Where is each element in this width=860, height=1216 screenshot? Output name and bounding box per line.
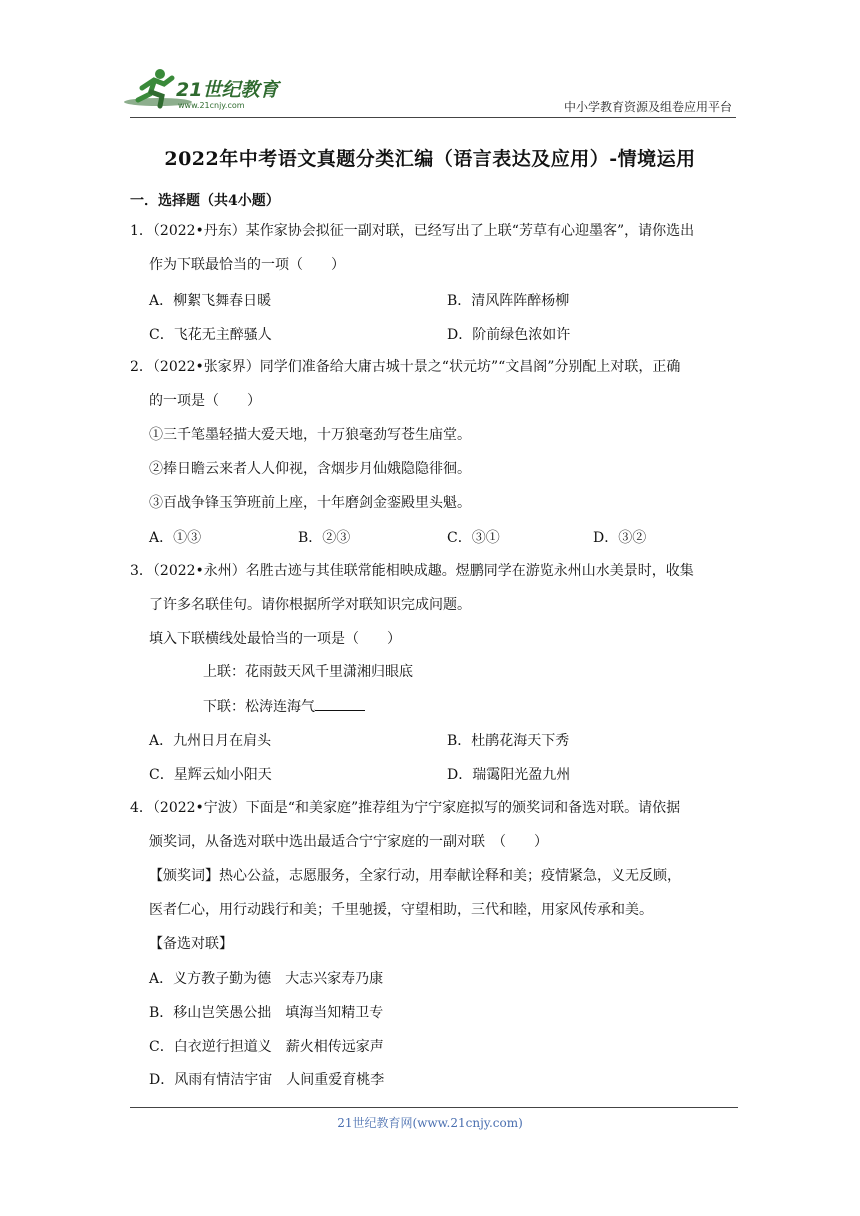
logo-text: 21世纪教育 xyxy=(176,79,279,101)
q1-line1: 1．（2022•丹东）某作家协会拟征一副对联，已经写出了上联“芳草有心迎墨客”，请你选出 xyxy=(130,223,695,239)
q2-item2: ②捧日瞻云来者人人仰视，含烟步月仙娥隐隐徘徊。 xyxy=(149,461,471,477)
q3-option-d[interactable]: D．瑞霭阳光盈九州 xyxy=(447,767,571,783)
q4-option-a[interactable]: A．义方教子勤为德 大志兴家寿乃康 xyxy=(149,971,384,987)
q1-option-d[interactable]: D．阶前绿色浓如许 xyxy=(447,327,571,343)
q4-line2: 颁奖词，从备选对联中选出最适合宁宁家庭的一副对联 （ ） xyxy=(149,834,548,850)
platform-tagline: 中小学教育资源及组卷应用平台 xyxy=(563,100,732,114)
q2-item1: ①三千笔墨轻描大爱天地，十万狼毫劲写苍生庙堂。 xyxy=(149,427,471,443)
footer-link[interactable]: 21世纪教育网(www.21cnjy.com) xyxy=(337,1116,523,1130)
q1-option-b[interactable]: B．清风阵阵醉杨柳 xyxy=(447,293,570,309)
q3-answer-blank xyxy=(315,696,365,711)
q3-line1: 3．（2022•永州）名胜古迹与其佳联常能相映成趣。煜鹏同学在游览永州山水美景时，收集 xyxy=(130,563,694,579)
site-logo xyxy=(120,66,290,114)
q2-option-b[interactable]: B．②③ xyxy=(298,530,351,546)
q2-option-d[interactable]: D．③② xyxy=(593,530,647,546)
q4-line1: 4．（2022•宁波）下面是“和美家庭”推荐组为宁宁家庭拟写的颁奖词和备选对联。请依据 xyxy=(130,800,681,816)
q2-line1: 2．（2022•张家界）同学们准备给大庸古城十景之“状元坊”“文昌阁”分别配上对联，正确 xyxy=(130,359,681,375)
header-divider xyxy=(130,117,736,118)
q1-option-c[interactable]: C．飞花无主醉骚人 xyxy=(149,327,272,343)
page-title: 2022年中考语文真题分类汇编（语言表达及应用）-情境运用 xyxy=(164,148,696,170)
q4-option-d[interactable]: D．风雨有情洁宇宙 人间重爱育桃李 xyxy=(149,1072,385,1088)
runner-logo-icon xyxy=(120,66,290,114)
footer-divider xyxy=(130,1107,738,1108)
q3-lower-text: 下联：松涛连海气 xyxy=(203,699,315,715)
q4-line3: 【颁奖词】热心公益，志愿服务，全家行动，用奉献诠释和美；疫情紧急，义无反顾， xyxy=(149,868,681,884)
q4-line5: 【备选对联】 xyxy=(149,936,233,952)
q1-option-a[interactable]: A．柳絮飞舞春日暖 xyxy=(149,293,272,309)
section-heading: 一．选择题（共4小题） xyxy=(130,193,280,209)
q2-option-c[interactable]: C．③① xyxy=(447,530,500,546)
q4-option-b[interactable]: B．移山岂笑愚公拙 填海当知精卫专 xyxy=(149,1005,384,1021)
q3-lower-couplet xyxy=(203,696,365,717)
q3-option-b[interactable]: B．杜鹃花海天下秀 xyxy=(447,733,570,749)
q2-option-a[interactable]: A．①③ xyxy=(149,530,202,546)
logo-url: www.21cnjy.com xyxy=(178,101,245,110)
q3-line3: 填入下联横线处最恰当的一项是（ ） xyxy=(149,631,401,647)
q3-upper-couplet: 上联：花雨鼓天风千里潇湘归眼底 xyxy=(203,664,413,680)
q1-line2: 作为下联最恰当的一项（ ） xyxy=(149,257,345,273)
q2-item3: ③百战争锋玉笋班前上座，十年磨剑金銮殿里头魁。 xyxy=(149,495,471,511)
q4-option-c[interactable]: C．白衣逆行担道义 薪火相传远家声 xyxy=(149,1039,384,1055)
q4-line4: 医者仁心，用行动践行和美；千里驰援，守望相助，三代和睦，用家风传承和美。 xyxy=(149,902,653,918)
q2-line2: 的一项是（ ） xyxy=(149,393,261,409)
q3-option-c[interactable]: C．星辉云灿小阳天 xyxy=(149,767,272,783)
q3-option-a[interactable]: A．九州日月在肩头 xyxy=(149,733,272,749)
q3-line2: 了许多名联佳句。请你根据所学对联知识完成问题。 xyxy=(149,597,471,613)
